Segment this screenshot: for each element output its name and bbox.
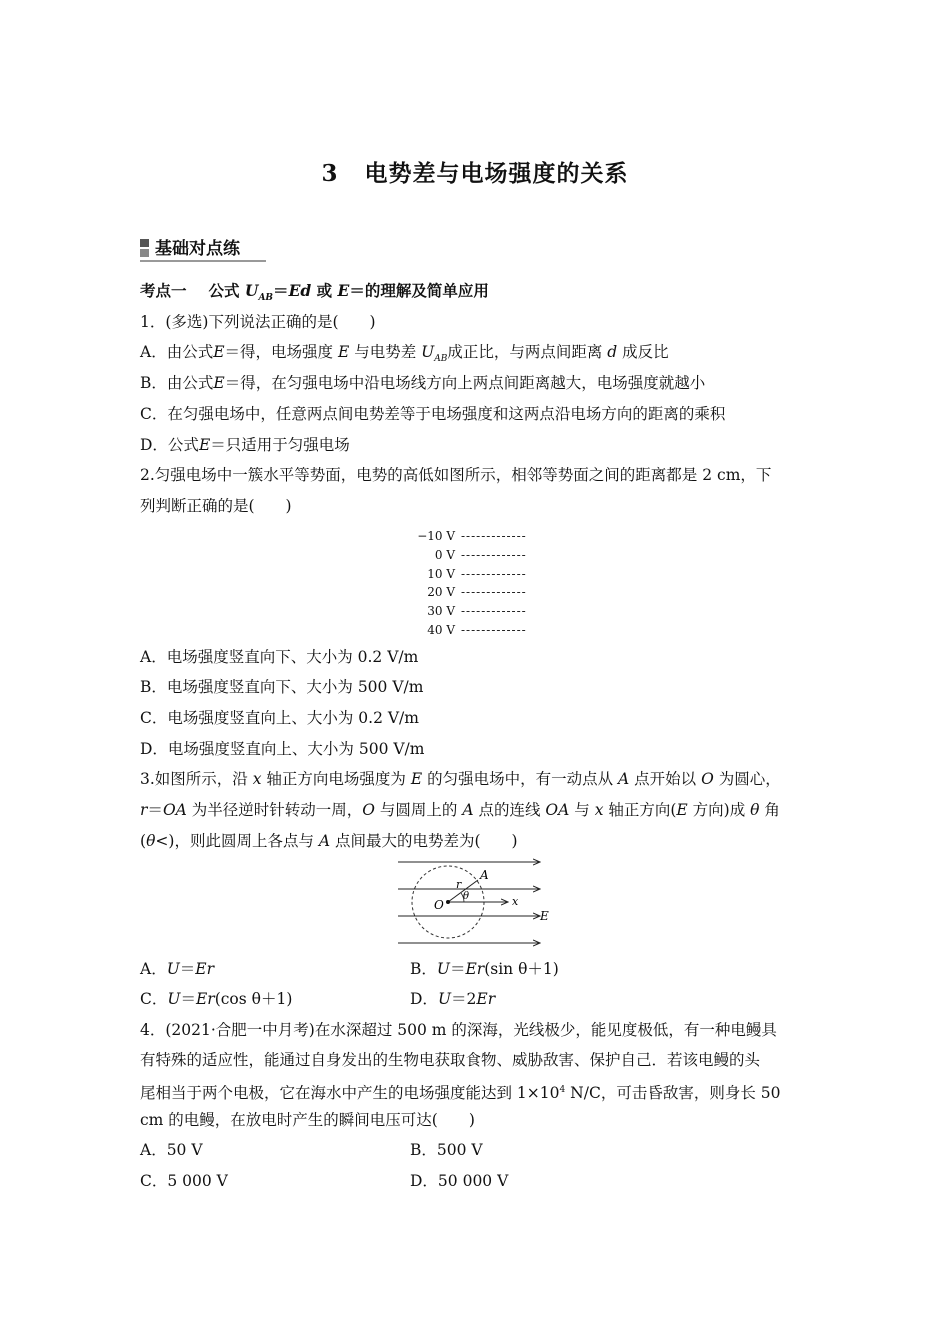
label-e: E xyxy=(540,909,549,923)
q3-option-c[interactable]: C．U＝Er(cos θ＋1) xyxy=(140,990,293,1008)
q4-option-b[interactable]: B．500 V xyxy=(410,1141,483,1159)
q4-option-a[interactable]: A．50 V xyxy=(140,1141,203,1159)
keypoint-heading: 考点一 公式 $U_{AB}=Ed$ 或 E＝的理解及简单应用 xyxy=(140,281,489,304)
equipotential-line: 40 V ------------- xyxy=(427,622,527,637)
q4-stem-line4: cm 的电鳗，在放电时产生的瞬间电压可达( ) xyxy=(140,1111,475,1129)
q3-stem-line3: (θ<)，则此圆周上各点与 A 点间最大的电势差为( ) xyxy=(140,832,518,850)
q2-option-c[interactable]: C．电场强度竖直向上、大小为 0.2 V/m xyxy=(140,709,419,727)
q1-option-a[interactable]: A．由公式E＝得，电场强度 E 与电势差 $U_{AB}$成正比，与两点间距离 d 成反比 xyxy=(140,343,669,365)
q2-stem-line1: 2.匀强电场中一簇水平等势面，电势的高低如图所示，相邻等势面之间的距离都是 2 cm，下 xyxy=(140,466,772,484)
q1-option-d[interactable]: D．公式E＝只适用于匀强电场 xyxy=(140,436,350,454)
equipotential-line: 0 V ------------- xyxy=(434,547,527,562)
q4-option-d[interactable]: D．50 000 V xyxy=(410,1172,509,1190)
page-title: 3 电势差与电场强度的关系 xyxy=(321,160,629,187)
q1-stem: 1．(多选)下列说法正确的是( ) xyxy=(140,313,376,331)
equipotential-line: 10 V ------------- xyxy=(427,566,527,581)
label-o: O xyxy=(434,898,444,912)
q1-option-b[interactable]: B．由公式E＝得，在匀强电场中沿电场线方向上两点间距离越大，电场强度就越小 xyxy=(140,374,706,392)
section-heading: 基础对点练 xyxy=(140,234,240,259)
section-underline xyxy=(140,260,266,262)
q4-option-c[interactable]: C．5 000 V xyxy=(140,1172,228,1190)
equipotential-line: 20 V ------------- xyxy=(427,585,527,600)
label-r: r xyxy=(456,878,462,891)
q2-option-b[interactable]: B．电场强度竖直向下、大小为 500 V/m xyxy=(140,678,424,696)
q2-option-a[interactable]: A．电场强度竖直向下、大小为 0.2 V/m xyxy=(140,648,419,666)
q3-stem-line2: r＝OA 为半径逆时针转动一周，O 与圆周上的 A 点的连线 OA 与 x 轴正方向(E 方向)成 θ 角 xyxy=(140,801,780,819)
q3-option-d[interactable]: D．U＝2Er xyxy=(410,990,496,1008)
q3-stem-line1: 3.如图所示，沿 x 轴正方向电场强度为 E 的匀强电场中，有一动点从 A 点开始以 O 为圆心， xyxy=(140,770,781,788)
q2-option-d[interactable]: D．电场强度竖直向上、大小为 500 V/m xyxy=(140,740,425,758)
equipotential-line: −10 V ------------- xyxy=(417,529,527,543)
equipotential-figure xyxy=(410,527,527,640)
equipotential-line: 30 V ------------- xyxy=(427,604,527,619)
q2-stem-line2: 列判断正确的是( ) xyxy=(140,497,292,515)
section-marker-icon xyxy=(140,239,149,257)
q4-stem-line1: 4．(2021·合肥一中月考)在水深超过 500 m 的深海，光线极少，能见度极低，有一种电鳗具 xyxy=(140,1021,777,1039)
label-theta: θ xyxy=(463,891,470,902)
q4-stem-line3: 尾相当于两个电极，它在海水中产生的电场强度能达到 $1\times 10^4$ N/C，可击昏敌害，则身长 50 xyxy=(140,1084,781,1103)
q3-option-b[interactable]: B．U＝Er(sin θ＋1) xyxy=(410,960,559,978)
label-a: A xyxy=(480,868,489,882)
circle-field-figure xyxy=(390,855,560,950)
q1-option-c[interactable]: C．在匀强电场中，任意两点间电势差等于电场强度和这两点沿电场方向的距离的乘积 xyxy=(140,405,726,423)
center-point xyxy=(446,900,450,904)
label-x: x xyxy=(512,895,519,908)
q4-stem-line2: 有特殊的适应性，能通过自身发出的生物电获取食物、威胁敌害、保护自己．若该电鳗的头 xyxy=(140,1051,761,1069)
q3-option-a[interactable]: A．U＝Er xyxy=(140,960,215,978)
